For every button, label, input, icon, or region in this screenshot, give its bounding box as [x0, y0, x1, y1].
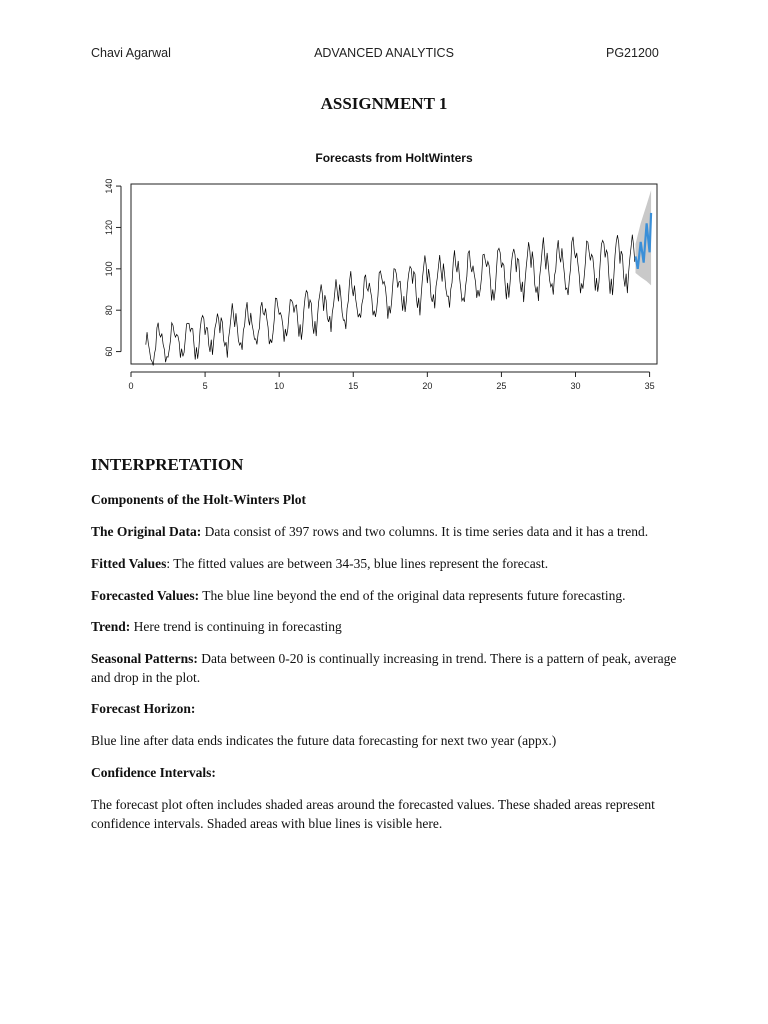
- x-tick-label: 0: [128, 381, 134, 391]
- x-tick-label: 10: [274, 381, 285, 391]
- x-tick-label: 15: [348, 381, 359, 391]
- fitted-values-paragraph: [91, 554, 691, 573]
- interpretation-heading: INTERPRETATION: [91, 455, 244, 474]
- y-tick-label: 80: [104, 305, 114, 316]
- confidence-intervals-heading-text: Confidence Intervals:: [91, 765, 216, 780]
- x-tick-label: 25: [496, 381, 507, 391]
- components-heading: [91, 490, 691, 509]
- trend-label: Trend:: [91, 619, 131, 634]
- series-layer: [146, 213, 651, 365]
- axis-layer: [104, 179, 655, 391]
- plot-frame: [131, 184, 657, 364]
- holtwinters-chart: [100, 140, 670, 405]
- components-heading-text: Components of the Holt-Winters Plot: [91, 492, 306, 507]
- x-tick-label: 35: [644, 381, 655, 391]
- forecast-horizon-text: Blue line after data ends indicates the future data forecasting for next two year (appx.): [91, 733, 557, 748]
- header-id: PG21200: [606, 46, 659, 60]
- fitted-values-text: : The fitted values are between 34-35, blue lines represent the forecast.: [166, 556, 549, 571]
- x-tick-label: 5: [202, 381, 208, 391]
- x-tick-label: 30: [570, 381, 581, 391]
- x-tick-label: 20: [422, 381, 433, 391]
- forecast-horizon-heading: [91, 699, 691, 718]
- y-tick-label: 120: [104, 219, 114, 235]
- observed-series-line: [146, 235, 635, 366]
- seasonal-label: Seasonal Patterns:: [91, 651, 198, 666]
- confidence-intervals-text: The forecast plot often includes shaded areas around the forecasted values. These shaded areas represent confidence intervals. Shaded areas with blue lines is visible here.: [91, 797, 655, 831]
- forecasted-values-paragraph: [91, 586, 691, 605]
- original-data-paragraph: [91, 522, 691, 541]
- trend-text: Here trend is continuing in forecasting: [130, 619, 342, 634]
- chart-title: Forecasts from HoltWinters: [315, 151, 473, 165]
- seasonal-paragraph: [91, 649, 691, 687]
- y-tick-label: 60: [104, 346, 114, 357]
- original-data-label: The Original Data:: [91, 524, 202, 539]
- confidence-intervals-heading: [91, 763, 691, 782]
- forecast-horizon-heading-text: Forecast Horizon:: [91, 701, 196, 716]
- page-title: ASSIGNMENT 1: [320, 94, 448, 113]
- header-course: ADVANCED ANALYTICS: [314, 46, 454, 60]
- forecasted-values-text: The blue line beyond the end of the original data represents future forecasting.: [199, 588, 626, 603]
- header-author: Chavi Agarwal: [91, 46, 171, 60]
- y-tick-label: 100: [104, 261, 114, 277]
- fitted-values-label: Fitted Values: [91, 556, 167, 571]
- original-data-text: Data consist of 397 rows and two columns. It is time series data and it has a trend.: [201, 524, 649, 539]
- y-tick-label: 140: [104, 178, 114, 194]
- seasonal-text: Data between 0-20 is continually increasing in trend. There is a pattern of peak, average and drop in the plot.: [91, 651, 677, 685]
- trend-paragraph: [91, 617, 691, 636]
- forecasted-values-label: Forecasted Values:: [91, 588, 200, 603]
